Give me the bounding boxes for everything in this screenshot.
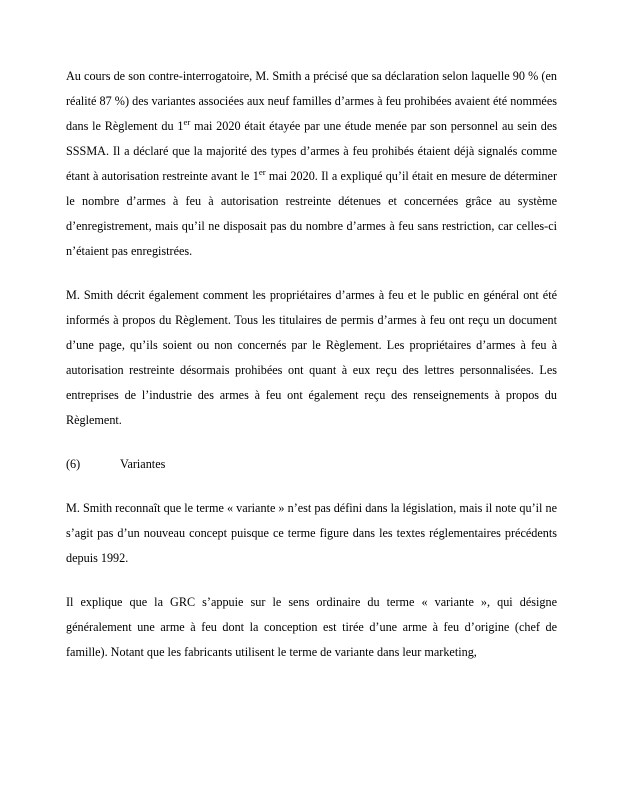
- body-paragraph: [66, 590, 557, 665]
- section-number: (6): [66, 457, 81, 472]
- paragraph-text: M. Smith décrit également comment les propriétaires d’armes à feu et le public en général ont été informés à propos du Règlement. Tous les titulaires de permis d’armes à feu ont reçu un document d’une page, qu’ils soient ou non concernés par le Règlement. Les propriétaires d’armes à feu à autorisation restreinte désormais prohibées ont quant à eux reçu des lettres personnalisées. Les entreprises de l’industrie des armes à feu ont également reçu des renseignements à propos du Règlement.: [66, 288, 557, 428]
- ordinal-superscript: er: [258, 167, 266, 177]
- body-paragraph: [66, 283, 557, 433]
- paragraph-text: mai 2020 était étayée par une étude menée par son personnel au sein des SSSMA. Il a déclaré que la majorité des types d’armes à feu prohibés étaient déjà signalés comme étant à autorisation restreinte avant le 1: [66, 119, 557, 184]
- section-heading: [66, 452, 557, 477]
- paragraph-text: mai 2020. Il a expliqué qu’il était en mesure de déterminer le nombre d’armes à feu à autorisation restreinte détenues et concernées grâce au système d’enregistrement, mais qu’il ne disposait pas du nombre d’armes à feu sans restriction, car celles-ci n’étaient pas enregistrées.: [66, 169, 557, 259]
- paragraph-text: Il explique que la GRC s’appuie sur le sens ordinaire du terme « variante », qui désigne généralement une arme à feu dont la conception est tirée d’une arme à feu d’origine (chef de famille). Notant que les fabricants utilisent le terme de variante dans leur marketing,: [66, 595, 557, 660]
- section-title: Variantes: [120, 457, 166, 472]
- document-body: [66, 64, 557, 665]
- paragraph-text: M. Smith reconnaît que le terme « variante » n’est pas défini dans la législation, mais il note qu’il ne s’agit pas d’un nouveau concept puisque ce terme figure dans les textes réglementaires précédents depuis 1992.: [66, 501, 557, 566]
- ordinal-superscript: er: [183, 116, 191, 127]
- body-paragraph: [66, 496, 557, 571]
- body-paragraph: [66, 64, 557, 264]
- paragraph-text: Au cours de son contre-interrogatoire, M. Smith a précisé que sa déclaration selon laquelle 90 % (en réalité 87 %) des variantes associées aux neuf familles d’armes à feu prohibées avaient été nommées dans le Règlement du 1: [66, 69, 557, 134]
